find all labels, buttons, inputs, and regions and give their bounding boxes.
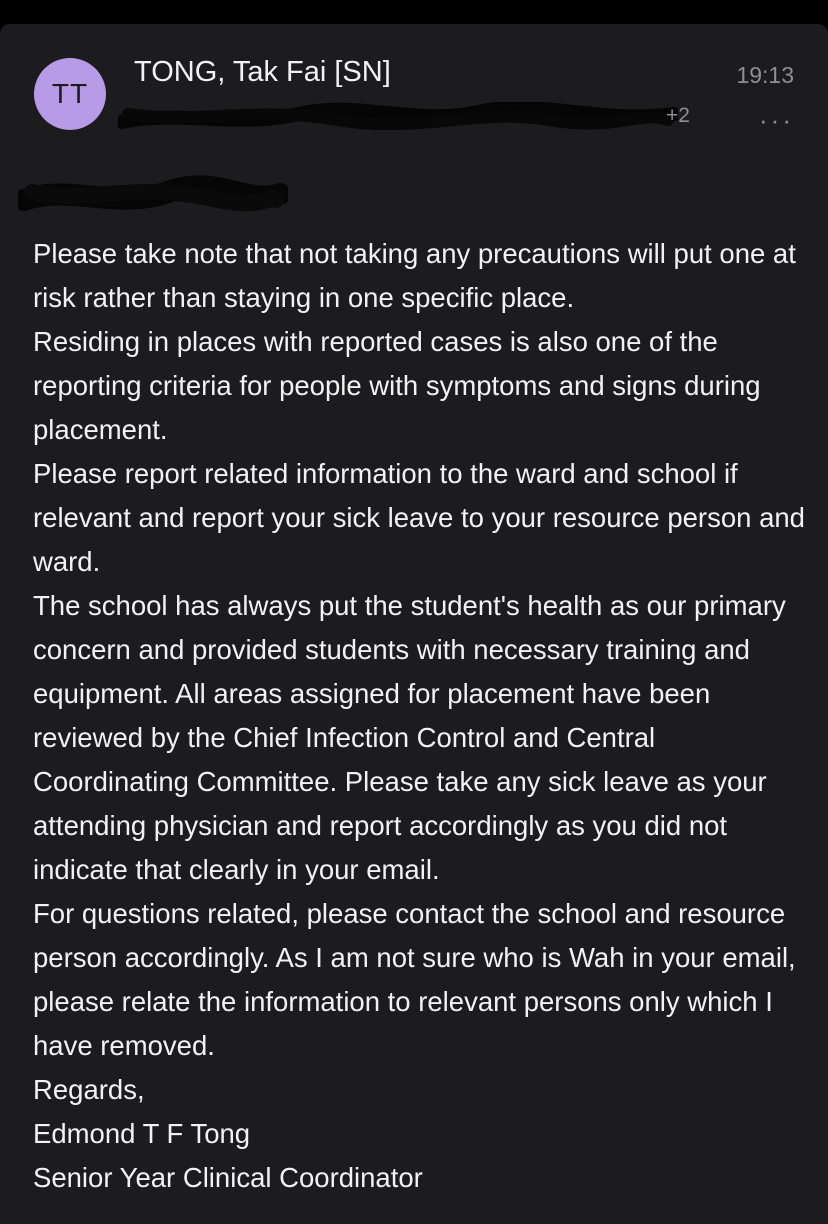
body-paragraph: Residing in places with reported cases is also one of the reporting criteria for people with symptoms and signs during placement. (33, 326, 761, 445)
recipients-more-count[interactable]: +2 (666, 104, 690, 127)
more-options-icon[interactable]: ··· (759, 105, 794, 135)
avatar-initials: TT (51, 78, 89, 109)
body-paragraph: For questions related, please contact the school and resource person accordingly. As I am not sure who is Wah in your email, please relate the information to relevant persons only which I have removed. (33, 898, 796, 1061)
recipients-redacted[interactable] (118, 102, 718, 130)
signature-name: Edmond T F Tong (33, 1118, 251, 1149)
email-time: 19:13 (736, 62, 794, 88)
status-bar (0, 0, 828, 24)
sender-name[interactable]: TONG, Tak Fai [SN] (134, 56, 391, 88)
body-paragraph: Please report related information to the ward and school if relevant and report your sick leave to your resource person and ward. (33, 458, 805, 577)
email-view (0, 24, 828, 1224)
redaction-scribble (118, 102, 678, 130)
body-paragraph: Please take note that not taking any precautions will put one at risk rather than staying in one specific place. (33, 238, 796, 313)
sign-off: Regards, (33, 1074, 145, 1105)
signature-title: Senior Year Clinical Coordinator (33, 1162, 423, 1193)
body-paragraph: The school has always put the student's health as our primary concern and provided students with necessary training and equipment. All areas assigned for placement have been reviewed by the Chief Infection Control and Central Coordinating Committee. Please take any sick leave as your attending physician and report accordingly as you did not indicate that clearly in your email. (33, 590, 786, 885)
greeting-redacted (18, 170, 288, 220)
email-body (33, 232, 813, 1200)
avatar[interactable] (34, 58, 106, 130)
